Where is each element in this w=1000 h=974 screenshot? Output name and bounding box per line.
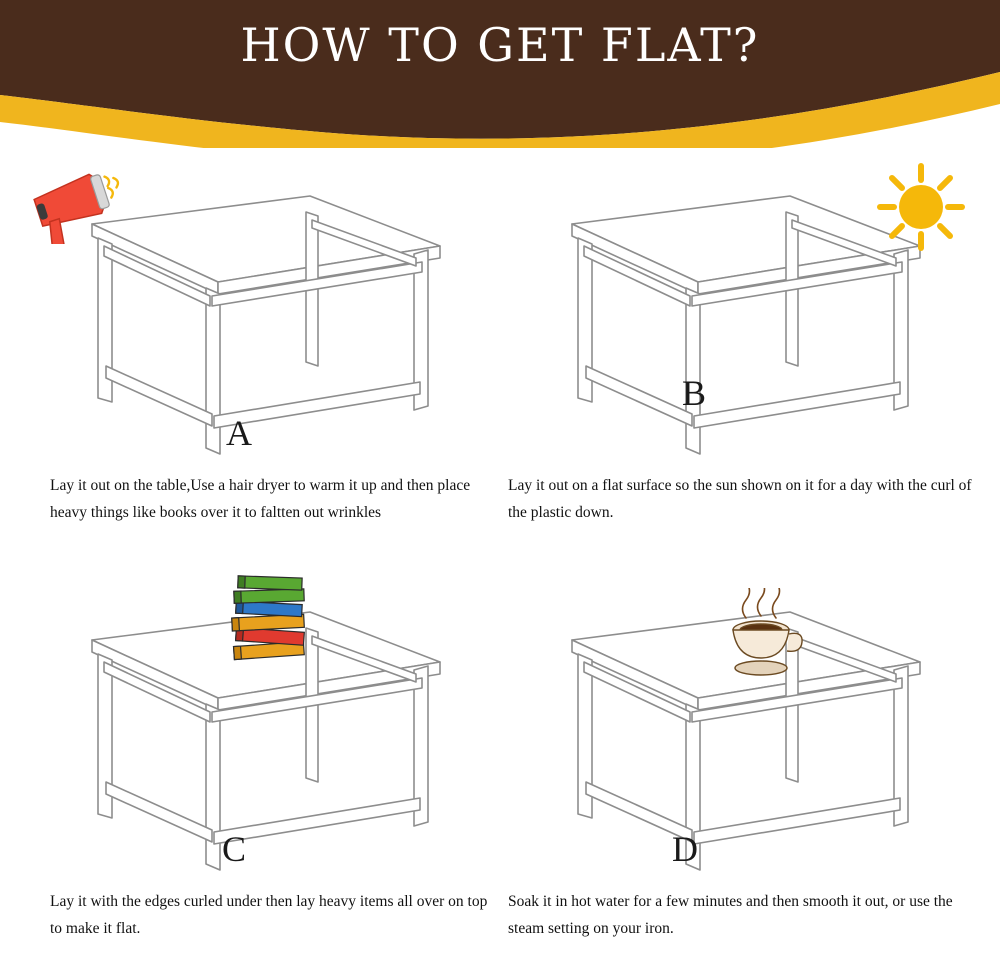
panel-b — [500, 154, 980, 554]
panel-d-letter: D — [672, 829, 698, 869]
panel-a-letter: A — [226, 413, 252, 453]
sun-icon — [866, 152, 976, 262]
page-title: HOW TO GET FLAT? — [240, 18, 760, 72]
hair-dryer-icon — [20, 164, 150, 244]
instruction-panels — [0, 152, 1000, 974]
panel-c-letter: C — [222, 829, 247, 869]
panel-b-caption: Lay it out on a flat surface so the sun shown on it for a day with the curl of the plastic down. — [508, 477, 972, 522]
stack-of-books-icon — [216, 560, 326, 670]
page-header — [0, 0, 1000, 152]
panel-a-caption: Lay it out on the table,Use a hair dryer to warm it up and then place heavy things like books over it to faltten out wrinkles — [50, 477, 471, 522]
panel-c-caption: Lay it with the edges curled under then lay heavy items all over on top to make it flat. — [50, 893, 488, 938]
panel-a — [20, 154, 500, 554]
panel-c — [20, 570, 500, 970]
panel-d — [500, 570, 980, 970]
panel-d-caption: Soak it in hot water for a few minutes and then smooth it out, or use the steam setting on your iron. — [508, 893, 953, 938]
panel-b-letter: B — [682, 373, 707, 413]
hot-coffee-cup-icon — [706, 588, 816, 688]
